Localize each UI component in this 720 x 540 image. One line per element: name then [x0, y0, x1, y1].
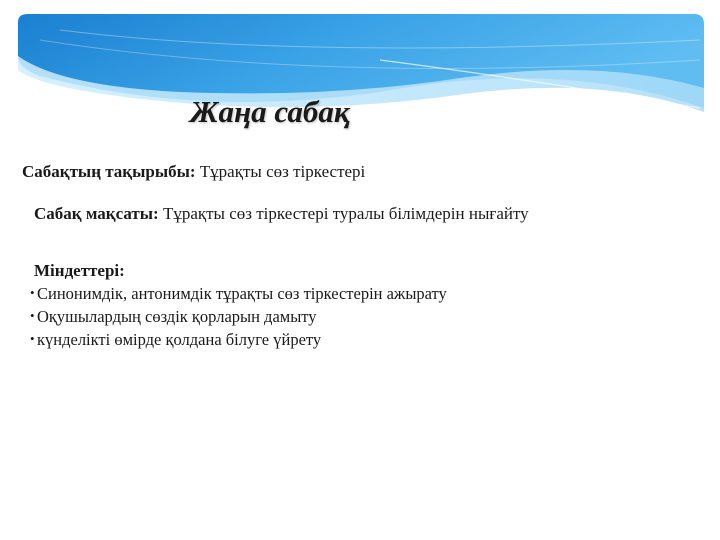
slide-title: Жаңа сабақ	[190, 94, 350, 129]
list-item-text: күнделікті өмірде қолдана білуге үйрету	[37, 330, 322, 349]
bullet-icon: •	[30, 285, 35, 300]
list-item	[30, 330, 321, 350]
lesson-topic-label: Сабақтың тақырыбы:	[22, 162, 196, 181]
list-item	[30, 307, 317, 327]
list-item-text: Синонимдік, антонимдік тұрақты сөз тіркестерін ажырату	[37, 284, 447, 303]
lesson-aim	[34, 204, 529, 224]
wave-banner	[0, 0, 720, 120]
lesson-topic-value: Тұрақты сөз тіркестері	[195, 162, 366, 181]
lesson-aim-label: Сабақ мақсаты:	[34, 204, 159, 223]
tasks-heading: Міндеттері:	[34, 261, 125, 280]
lesson-aim-value: Тұрақты сөз тіркестері туралы білімдерін нығайту	[158, 204, 529, 223]
list-item	[30, 284, 447, 304]
bullet-icon: •	[30, 331, 35, 346]
lesson-topic	[22, 162, 365, 182]
bullet-icon: •	[30, 308, 35, 323]
list-item-text: Оқушылардың сөздік қорларын дамыту	[37, 307, 317, 326]
